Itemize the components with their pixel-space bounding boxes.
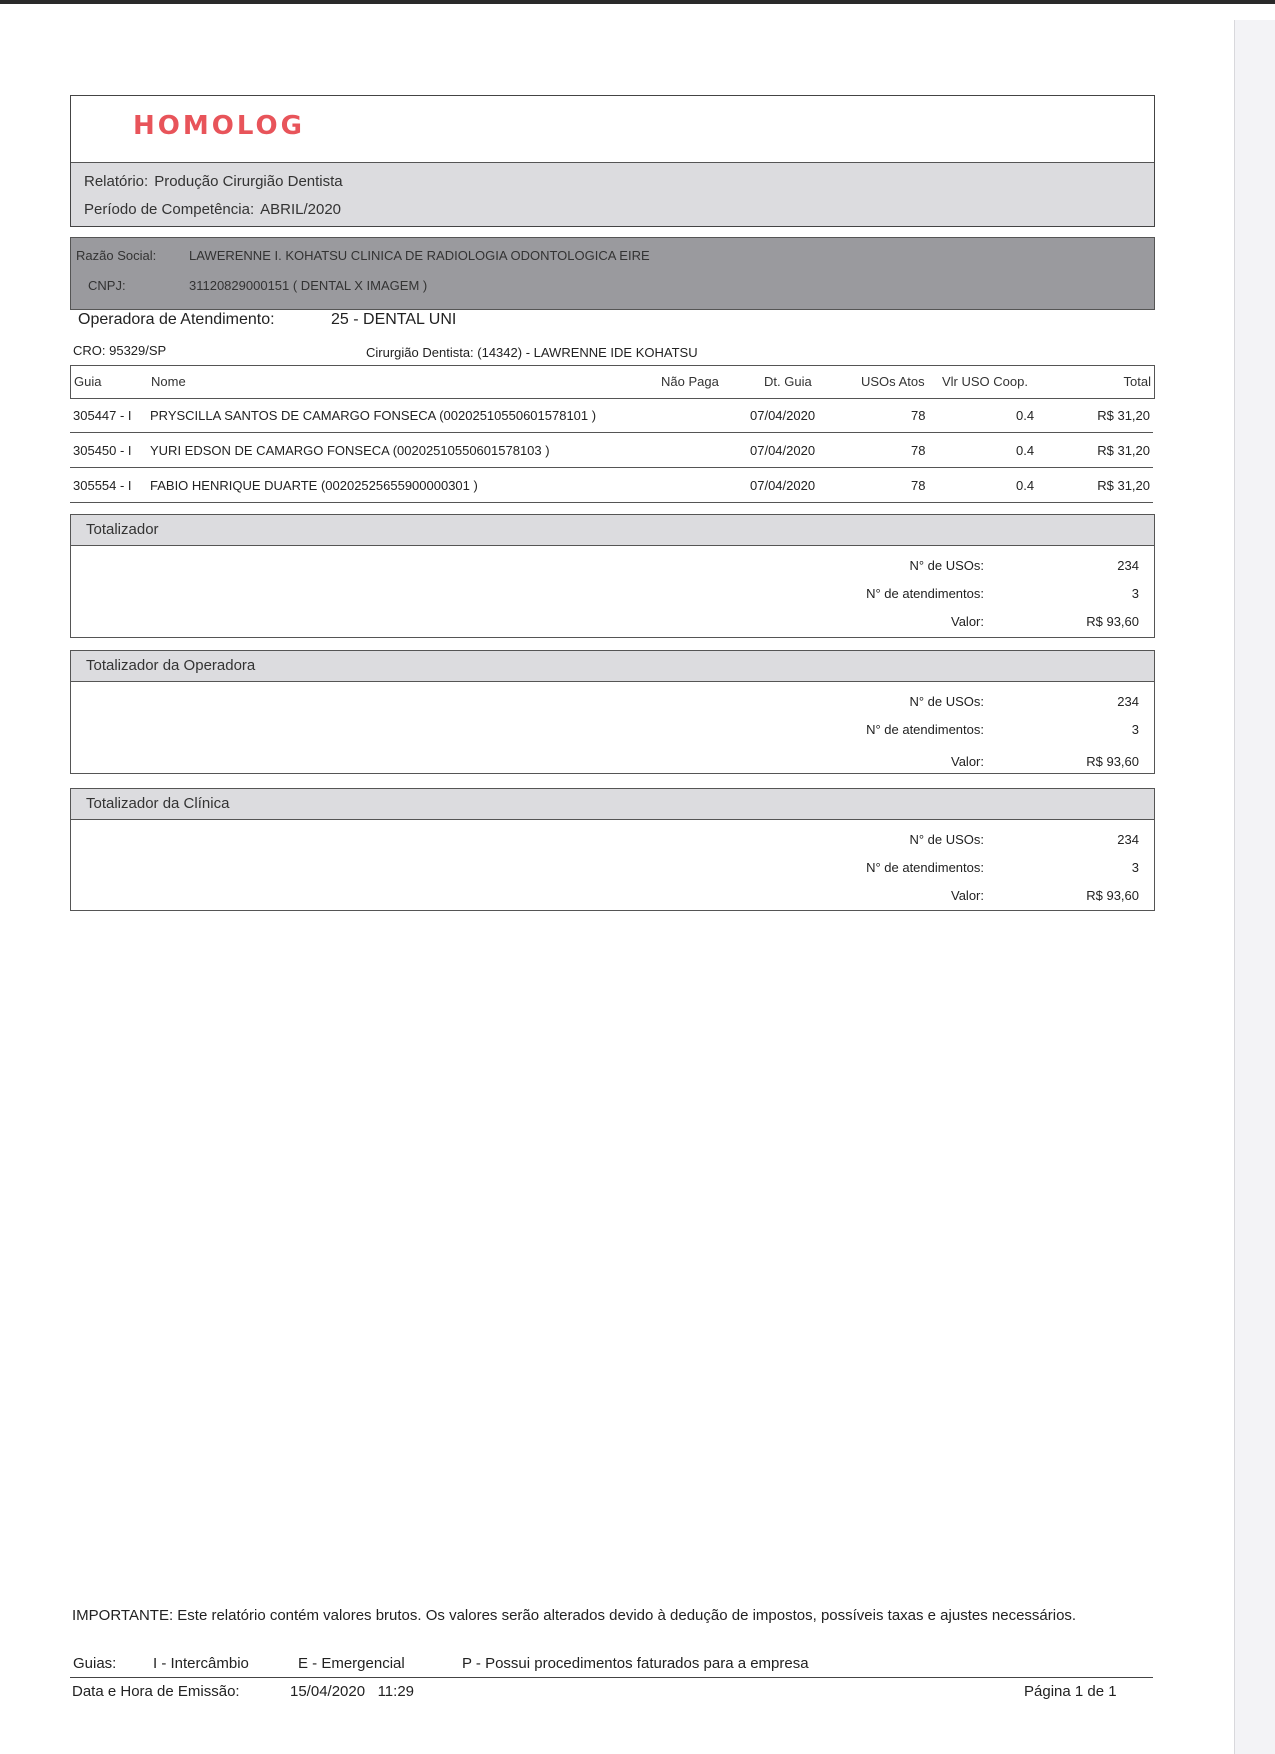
usos-value: 234 bbox=[1117, 558, 1139, 573]
totalizador-operadora bbox=[70, 650, 1155, 774]
valor-label: Valor: bbox=[951, 614, 984, 629]
cell-guia: 305450 - I bbox=[73, 443, 132, 458]
col-nome: Nome bbox=[151, 374, 186, 389]
cell-dt: 07/04/2020 bbox=[750, 408, 816, 423]
report-header bbox=[70, 95, 1155, 227]
valor-value: R$ 93,60 bbox=[1086, 614, 1139, 629]
atendimentos-label: N° de atendimentos: bbox=[866, 722, 984, 737]
periodo-value: ABRIL/2020 bbox=[260, 201, 341, 218]
cell-nome: PRYSCILLA SANTOS DE CAMARGO FONSECA (00202510550601578101 ) bbox=[150, 408, 597, 423]
dentista: Cirurgião Dentista: (14342) - LAWRENNE IDE KOHATSU bbox=[366, 345, 698, 360]
table-row bbox=[70, 398, 1153, 433]
emissao-label: Data e Hora de Emissão: bbox=[72, 1683, 240, 1700]
usos-value: 234 bbox=[1117, 694, 1139, 709]
totalizador-clinica-title bbox=[71, 789, 1154, 820]
usos-label: N° de USOs: bbox=[909, 694, 984, 709]
cro: CRO: 95329/SP bbox=[73, 343, 167, 358]
totalizador-title bbox=[71, 515, 1154, 546]
cnpj-value: 31120829000151 ( DENTAL X IMAGEM ) bbox=[189, 278, 428, 293]
cell-usos: 78 bbox=[911, 443, 926, 458]
table-row bbox=[70, 433, 1153, 468]
col-guia: Guia bbox=[74, 374, 102, 389]
atendimentos-value: 3 bbox=[1131, 722, 1139, 737]
cell-vlr: 0.4 bbox=[1016, 443, 1035, 458]
cell-guia: 305447 - I bbox=[73, 408, 132, 423]
guia-intercambio: I - Intercâmbio bbox=[153, 1655, 249, 1672]
col-vlr-uso: Vlr USO Coop. bbox=[942, 374, 1028, 389]
totalizador-operadora-title bbox=[71, 651, 1154, 682]
valor-label: Valor: bbox=[951, 754, 984, 769]
cell-total: R$ 31,20 bbox=[1097, 443, 1150, 458]
totalizador bbox=[70, 514, 1155, 638]
cell-usos: 78 bbox=[911, 478, 926, 493]
cell-vlr: 0.4 bbox=[1016, 478, 1035, 493]
guias-label: Guias: bbox=[73, 1655, 117, 1672]
totalizador-clinica bbox=[70, 788, 1155, 911]
usos-label: N° de USOs: bbox=[909, 832, 984, 847]
report-title-row bbox=[84, 173, 343, 190]
report-period-row bbox=[84, 201, 341, 218]
col-nao-paga: Não Paga bbox=[661, 374, 719, 389]
totalizador-title-text: Totalizador bbox=[86, 521, 159, 538]
usos-label: N° de USOs: bbox=[909, 558, 984, 573]
cell-total: R$ 31,20 bbox=[1097, 478, 1150, 493]
valor-value: R$ 93,60 bbox=[1086, 754, 1139, 769]
col-total: Total bbox=[1123, 374, 1151, 389]
cell-usos: 78 bbox=[911, 408, 926, 423]
cell-total: R$ 31,20 bbox=[1097, 408, 1150, 423]
cell-dt: 07/04/2020 bbox=[750, 443, 816, 458]
usos-value: 234 bbox=[1117, 832, 1139, 847]
operadora-label: Operadora de Atendimento: bbox=[78, 311, 275, 328]
atendimentos-label: N° de atendimentos: bbox=[866, 586, 984, 601]
atendimentos-value: 3 bbox=[1131, 860, 1139, 875]
razao-value: LAWERENNE I. KOHATSU CLINICA DE RADIOLOGIA ODONTOLOGICA EIRE bbox=[189, 248, 650, 263]
table-header bbox=[70, 365, 1155, 399]
page-number: Página 1 de 1 bbox=[1024, 1683, 1117, 1700]
important-note: IMPORTANTE: Este relatório contém valores brutos. Os valores serão alterados devido à dedução de impostos, possíveis taxas e ajustes necessários. bbox=[72, 1607, 1077, 1624]
emissao-value: 15/04/2020 11:29 bbox=[290, 1683, 414, 1700]
scan-top-edge bbox=[0, 0, 1275, 4]
homolog-logo: HOMOLOG bbox=[133, 111, 305, 141]
totalizador-clinica-title-text: Totalizador da Clínica bbox=[86, 795, 230, 812]
atendimentos-label: N° de atendimentos: bbox=[866, 860, 984, 875]
valor-label: Valor: bbox=[951, 888, 984, 903]
scan-paper-edge bbox=[1234, 20, 1235, 1754]
periodo-label: Período de Competência: bbox=[84, 201, 255, 218]
guia-emergencial: E - Emergencial bbox=[298, 1655, 405, 1672]
operadora-value: 25 - DENTAL UNI bbox=[331, 311, 457, 328]
footer-divider bbox=[70, 1677, 1153, 1678]
cnpj-label: CNPJ: bbox=[88, 278, 126, 293]
cell-nome: FABIO HENRIQUE DUARTE (00202525655900000301 ) bbox=[150, 478, 478, 493]
col-usos-atos: USOs Atos bbox=[861, 374, 925, 389]
atendimentos-value: 3 bbox=[1131, 586, 1139, 601]
company-info bbox=[70, 237, 1155, 310]
cell-guia: 305554 - I bbox=[73, 478, 132, 493]
report-info bbox=[71, 163, 1154, 226]
col-dt-guia: Dt. Guia bbox=[764, 374, 812, 389]
razao-label: Razão Social: bbox=[76, 248, 157, 263]
totalizador-operadora-title-text: Totalizador da Operadora bbox=[86, 657, 256, 674]
relatorio-value: Produção Cirurgião Dentista bbox=[154, 173, 343, 190]
cell-vlr: 0.4 bbox=[1016, 408, 1035, 423]
cell-nome: YURI EDSON DE CAMARGO FONSECA (00202510550601578103 ) bbox=[150, 443, 550, 458]
relatorio-label: Relatório: bbox=[84, 173, 149, 190]
guia-empresa: P - Possui procedimentos faturados para a empresa bbox=[462, 1655, 809, 1672]
cell-dt: 07/04/2020 bbox=[750, 478, 816, 493]
table-row bbox=[70, 468, 1153, 503]
valor-value: R$ 93,60 bbox=[1086, 888, 1139, 903]
logo-row bbox=[71, 96, 1154, 163]
scan-right-margin bbox=[1235, 20, 1275, 1754]
